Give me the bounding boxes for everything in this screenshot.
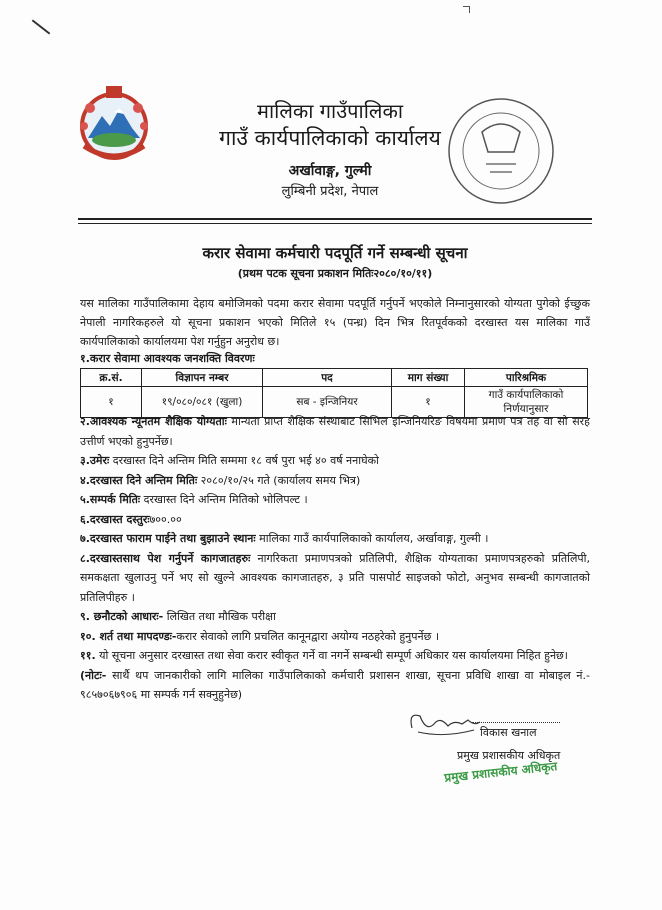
col-header-ad-number: विज्ञापन नम्बर <box>142 369 263 387</box>
list-item <box>80 549 590 608</box>
item-label: ७.दरखास्त फाराम पाईने तथा बुझाउने स्थानः <box>80 532 256 545</box>
list-item <box>80 627 590 647</box>
item-text: सार्थै थप जानकारीको लागि मालिका गाउँपालिकाको कर्मचारी प्रशासन शाखा, सूचना प्रविधि शाखा वा मोबाइल नं.- ९८५७०६७९०६ मा सम्पर्क गर्न सक्नुहुनेछ) <box>80 668 590 701</box>
list-item <box>80 529 590 549</box>
signature-line <box>472 722 560 723</box>
list-item <box>80 412 590 451</box>
list-item <box>80 471 590 491</box>
item-text: मालिका गाउँ कार्यपालिकाको कार्यालय, अर्खावाङ्ग, गुल्मी । <box>255 532 489 545</box>
item-text: नागरिकता प्रमाणपत्रको प्रतिलिपी, शैक्षिक योग्यताका प्रमाणपत्रहरुको प्रतिलिपी, समकक्षता खुलाउनु पर्ने भए सो खुल्ने आवश्यक कागजातहरु, ३ प्रति पासपोर्ट साइजको फोटो, अनुभव सम्बन्धी कागजातको प्रतिलिपीहरु । <box>80 551 590 604</box>
list-item <box>80 510 590 530</box>
cell-serial: १ <box>81 387 142 418</box>
header-rule <box>78 218 592 220</box>
office-address-province: लुम्बिनी प्रदेश, नेपाल <box>281 184 379 199</box>
designation-stamp: प्रमुख प्रशासकीय अधिकृत <box>443 759 558 785</box>
item-text: मान्यता प्राप्त शैक्षिक संस्थाबाट सिभिल इन्जिनियरिङ विषयमा प्रमाण पत्र तह वा सो सरह उत्तीर्ण भएको हुनुपर्नेछ। <box>80 415 590 448</box>
table-header-row <box>81 369 588 387</box>
signatory-title: प्रमुख प्रशासकीय अधिकृत <box>457 749 561 762</box>
office-name: मालिका गाउँपालिका <box>257 99 403 123</box>
item-label: (नोटः- <box>80 668 107 682</box>
vacancy-table <box>80 368 588 418</box>
corner-mark <box>463 6 470 13</box>
signatory-name: विकास खनाल <box>480 726 537 739</box>
section-heading: १.करार सेवामा आवश्यक जनशक्ति विवरणः <box>80 352 255 365</box>
list-item <box>80 490 590 510</box>
item-label: ४.दरखास्त दिने अन्तिम मितिः <box>80 473 198 487</box>
item-label: १०. शर्त तथा मापदण्डः- <box>80 629 177 643</box>
col-header-serial: क्र.सं. <box>81 369 142 387</box>
item-text: लिखित तथा मौखिक परीक्षा <box>163 610 276 623</box>
header-rule-thin <box>78 223 592 224</box>
notice-intro: यस मालिका गाउँपालिकामा देहाय बमोजिमको पदमा करार सेवामा पदपूर्ति गर्नुपर्ने भएकोले निम्नानुसारको योग्यता पुगेको ईच्छुक नेपाली नागरिकहरुले यो सूचना प्रकाशन भएको मितिले १५ (पन्ध्र) दिन भित्र रितपूर्वकको दरखास्त यस मालिका गाउँ कार्यपालिकाको कार्यालयमा पेश गर्नुहुन अनुरोध छ। <box>80 297 590 348</box>
office-address-district: अर्खावाङ्ग, गुल्मी <box>288 163 372 179</box>
item-label: ३.उमेरः <box>80 454 110 467</box>
item-label: ८.दरखास्तसाथ पेश गर्नुपर्ने कागजातहरुः <box>80 551 251 565</box>
item-text: ७००.०० <box>149 512 182 526</box>
col-header-salary: पारिश्रमिक <box>465 369 588 387</box>
list-item <box>80 666 590 705</box>
notice-title: करार सेवामा कर्मचारी पदपूर्ति गर्ने सम्बन्धी सूचना <box>202 244 468 262</box>
item-text: दरखास्त दिने अन्तिम मिति सम्ममा १८ वर्ष पुरा भई ४० वर्ष ननाघेको <box>109 454 379 467</box>
notice-subtitle: (प्रथम पटक सूचना प्रकाशन मितिः२०८०/१०/११) <box>237 267 433 280</box>
item-label: ९. छनौटको आधारः- <box>80 610 164 623</box>
cell-ad-number: १९/०८०/०८१ (खुला) <box>142 387 263 418</box>
office-title: गाउँ कार्यपालिकाको कार्यालय <box>219 126 441 150</box>
cell-demand: १ <box>392 387 465 418</box>
col-header-demand: माग संख्या <box>392 369 465 387</box>
item-label: ५.सम्पर्क मितिः <box>80 493 141 506</box>
list-item <box>80 607 590 627</box>
item-label: ११. <box>80 649 96 662</box>
item-text: यो सूचना अनुसार दरखास्त तथा सेवा करार स्वीकृत गर्ने वा नगर्ने सम्बन्धी सम्पूर्ण अधिकार यस कार्यालयमा निहित हुनेछ। <box>95 649 568 662</box>
list-item <box>80 451 590 471</box>
item-label: ६.दरखास्त दस्तुरः <box>80 512 150 526</box>
cell-salary: गाउँ कार्यपालिकाको निर्णयानुसार <box>465 387 588 418</box>
office-seal-icon <box>442 92 560 210</box>
item-label: २.आवश्यक न्यूनतम शैक्षिक योग्यताः <box>80 415 227 428</box>
item-text: दरखास्त दिने अन्तिम मितिको भोलिपल्ट । <box>140 493 308 506</box>
item-text: २०८०/१०/२५ गते (कार्यालय समय भित्र) <box>197 473 361 487</box>
list-item <box>80 646 590 666</box>
notice-body <box>80 412 590 705</box>
cell-post: सब - इन्जिनियर <box>263 387 392 418</box>
item-text: करार सेवाको लागि प्रचलित कानूनद्वारा अयोग्य नठहरेको हुनुपर्नेछ । <box>176 629 440 643</box>
col-header-post: पद <box>263 369 392 387</box>
scan-mark <box>32 19 51 34</box>
